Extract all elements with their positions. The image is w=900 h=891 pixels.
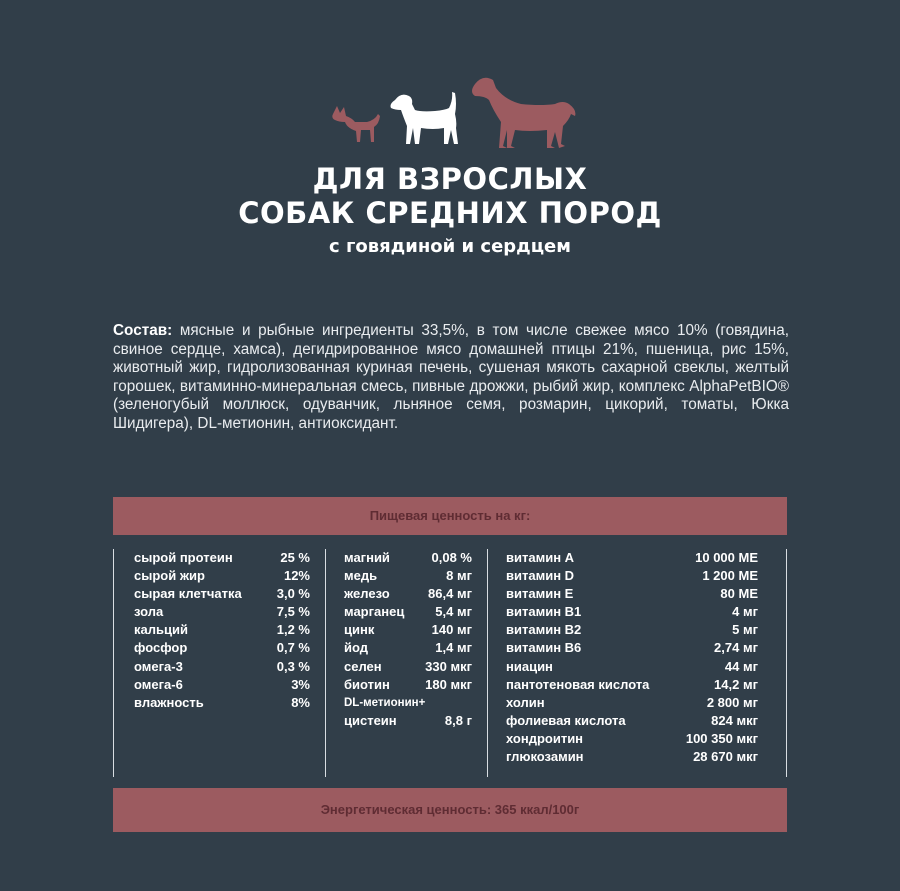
nutrient-row (134, 639, 310, 657)
title-line-2: СОБАК СРЕДНИХ ПОРОД (238, 196, 662, 230)
nutrient-value: 180 мкг (425, 676, 472, 692)
nutrient-value: 140 мг (431, 622, 472, 638)
nutrient-value: 5,4 мг (435, 604, 472, 620)
nutrition-column-vitamins (506, 549, 758, 777)
subtitle: с говядиной и сердцем (329, 236, 571, 257)
nutrient-value: 8% (291, 694, 310, 710)
nutrient-name: омега-6 (134, 676, 183, 692)
nutrient-value: 1,2 % (276, 622, 310, 638)
nutrient-name: витамин В2 (506, 622, 582, 638)
nutrient-name: цинк (344, 622, 375, 638)
composition-text (113, 322, 789, 433)
nutrient-name: фолиевая кислота (506, 712, 626, 728)
large-dog-icon (472, 78, 575, 148)
nutrition-heading: Пищевая ценность на кг: (113, 497, 787, 535)
nutrient-value: 8 мг (446, 568, 472, 584)
nutrient-name: сырой жир (134, 568, 205, 584)
nutrient-name: железо (344, 586, 390, 602)
nutrient-value: 330 мкг (425, 658, 472, 674)
nutrient-row (134, 676, 310, 694)
nutrient-row (506, 676, 758, 694)
nutrient-value: 3% (291, 676, 310, 692)
dog-silhouettes (325, 70, 585, 160)
nutrient-value: 7,5 % (276, 604, 310, 620)
nutrient-row (506, 658, 758, 676)
nutrient-name: хондроитин (506, 730, 584, 746)
nutrient-row (506, 585, 758, 603)
nutrient-name: биотин (344, 676, 390, 692)
nutrient-row (506, 712, 758, 730)
nutrition-column-minerals (344, 549, 472, 777)
nutrient-name: зола (134, 604, 164, 620)
nutrient-row (506, 603, 758, 621)
column-divider (325, 549, 326, 777)
nutrient-name: медь (344, 568, 378, 584)
nutrient-value: 86,4 мг (428, 586, 472, 602)
energy-value: Энергетическая ценность: 365 ккал/100г (113, 788, 787, 832)
nutrient-value: 10 000 МЕ (695, 550, 758, 565)
nutrient-row (134, 694, 310, 712)
nutrient-value: 824 мкг (711, 712, 758, 728)
nutrient-name: кальций (134, 622, 188, 638)
nutrient-name: витамин Е (506, 586, 574, 602)
nutrient-row (134, 658, 310, 676)
nutrient-name: витамин В6 (506, 640, 582, 656)
nutrient-value: 1 200 МЕ (702, 568, 758, 584)
nutrient-name: глюкозамин (506, 749, 584, 765)
nutrient-name: цистеин (344, 712, 397, 728)
nutrient-value: 100 350 мкг (685, 730, 758, 746)
nutrient-name: магний (344, 550, 390, 565)
nutrient-row (344, 639, 472, 657)
nutrient-row (134, 585, 310, 603)
nutrient-name: витамин А (506, 550, 575, 565)
nutrient-value: 0,3 % (276, 658, 310, 674)
nutrient-name: йод (344, 640, 369, 656)
composition-label: Состав: (113, 322, 173, 339)
nutrient-row (344, 694, 472, 730)
nutrient-value: 5 мг (732, 622, 758, 638)
nutrient-row (344, 567, 472, 585)
nutrient-value: 14,2 мг (714, 676, 758, 692)
nutrient-name: селен (344, 658, 382, 674)
composition-ingredients: мясные и рыбные ингредиенты 33,5%, в том числе свежее мясо 10% (говядина, свиное сердце, хамса), дегидрированное мясо домашней птицы 21%, пшеница, рис 15%, животный жир, гидролизованная куриная печень, сушеная мякоть сахарной свеклы, желтый горошек, витаминно-минеральная смесь, пивные дрожжи, рыбий жир, комплекс AlphaPetBIO® (зеленогубый моллюск, одуванчик, льняное семя, розмарин, цикорий, томаты, Юкка Шидигера), DL-метионин, антиоксидант. (113, 322, 789, 432)
nutrient-row (506, 549, 758, 567)
nutrient-value: 4 мг (732, 604, 758, 620)
nutrient-row (134, 621, 310, 639)
nutrient-value: 44 мг (724, 658, 758, 674)
nutrient-row (506, 748, 758, 766)
nutrition-column-main (134, 549, 310, 777)
nutrient-value: 2 800 мг (706, 694, 758, 710)
nutrient-value: 3,0 % (276, 586, 310, 602)
nutrient-row (506, 567, 758, 585)
nutrient-value: 80 МЕ (720, 586, 758, 602)
nutrient-name: сырая клетчатка (134, 586, 242, 602)
nutrient-row (134, 603, 310, 621)
nutrient-value: 0,7 % (276, 640, 310, 656)
nutrient-value: 28 670 мкг (693, 749, 758, 765)
nutrient-name: фосфор (134, 640, 188, 656)
nutrient-name: пантотеновая кислота (506, 676, 650, 692)
nutrient-name: сырой протеин (134, 550, 233, 565)
nutrient-row (506, 621, 758, 639)
nutrient-row (344, 658, 472, 676)
title-line-1: ДЛЯ ВЗРОСЛЫХ (312, 162, 588, 196)
nutrient-name: ниацин (506, 658, 553, 674)
nutrient-value: 1,4 мг (435, 640, 472, 656)
nutrient-name: влажность (134, 694, 204, 710)
nutrient-row (506, 694, 758, 712)
nutrient-row (134, 567, 310, 585)
nutrient-row (344, 603, 472, 621)
nutrient-name: витамин В1 (506, 604, 582, 620)
nutrient-name: витамин D (506, 568, 575, 584)
nutrient-row (344, 549, 472, 567)
small-dog-icon (332, 106, 380, 142)
nutrient-row (506, 730, 758, 748)
nutrient-name: омега-3 (134, 658, 183, 674)
nutrient-value: 8,8 г (444, 712, 472, 728)
nutrient-value: 12% (283, 568, 310, 584)
nutrient-row (344, 676, 472, 694)
nutrient-name: холин (506, 694, 545, 710)
column-divider (487, 549, 488, 777)
nutrient-value: 25 % (280, 550, 310, 565)
nutrient-row (344, 585, 472, 603)
nutrition-table (113, 549, 787, 777)
nutrient-name: DL-метионин+ (344, 696, 426, 709)
nutrient-row (344, 621, 472, 639)
nutrient-value: 2,74 мг (714, 640, 758, 656)
medium-dog-icon (391, 92, 459, 144)
nutrient-row (506, 639, 758, 657)
nutrient-name: марганец (344, 604, 405, 620)
nutrient-value: 0,08 % (431, 550, 472, 565)
nutrient-row (134, 549, 310, 567)
